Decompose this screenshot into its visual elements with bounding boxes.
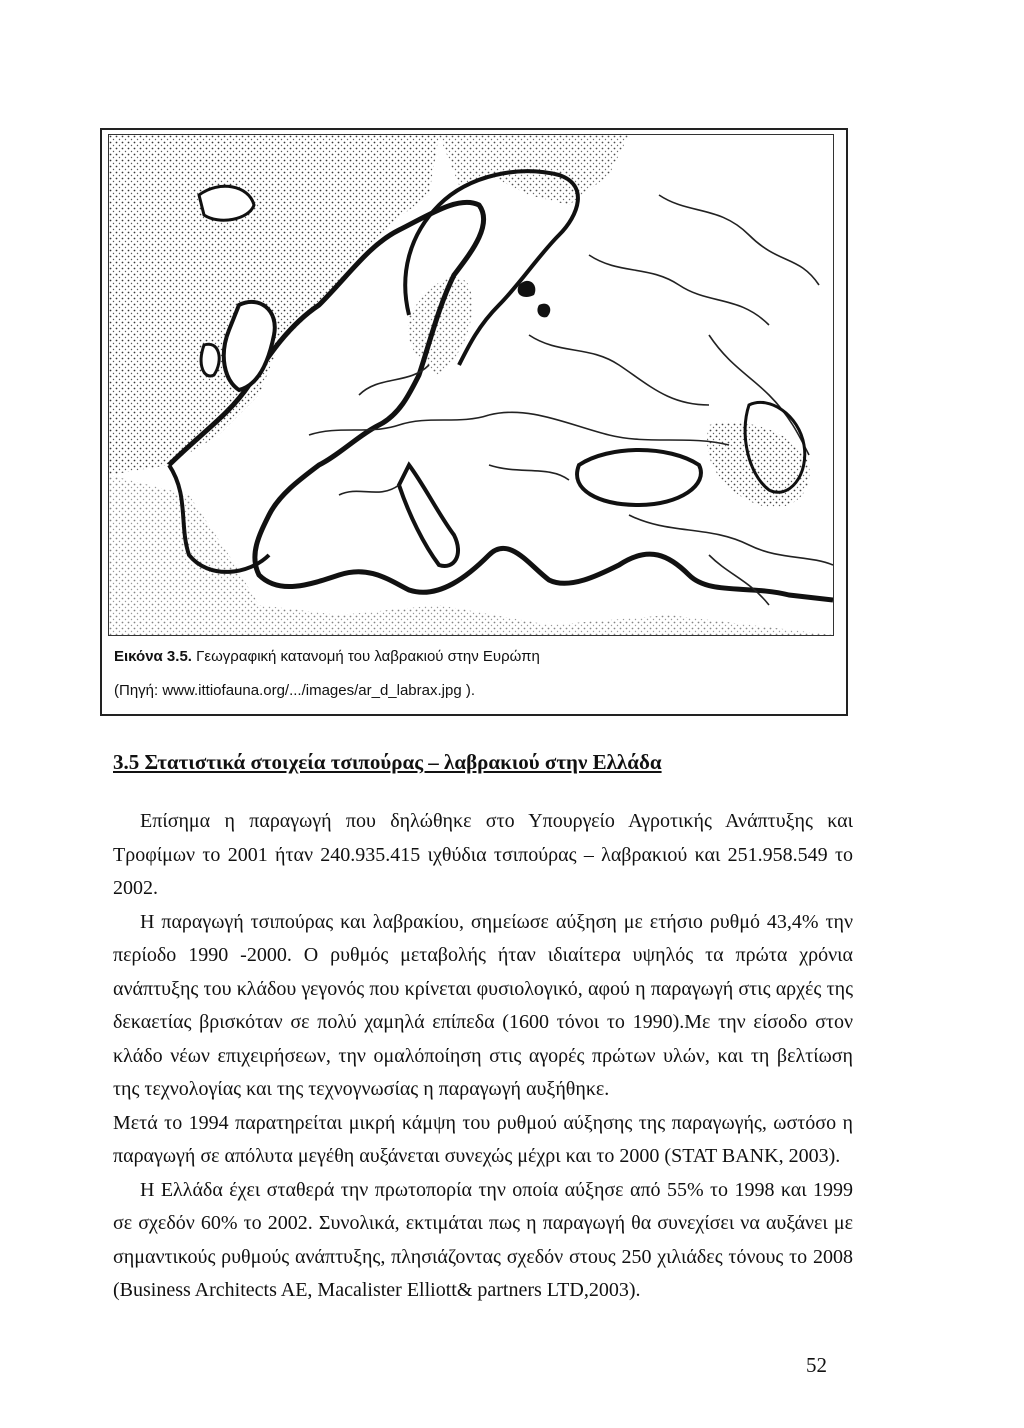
paragraph-2: Η παραγωγή τσιπούρας και λαβρακίου, σημείωσε αύξηση με ετήσιο ρυθμό 43,4% την περίοδο 1990 -2000. Ο ρυθμός μεταβολής ήταν ιδιαίτερα υψηλός τα πρώτα χρόνια ανάπτυξης του κλάδου γεγονός που κρίνεται φυσιολογικό, αφού η παραγωγή στις αρχές της δεκαετίας βρισκόταν σε πολύ χαμηλά επίπεδα (1600 τόνοι το 1990).Με την είσοδο στον κλάδο νέων επιχειρήσεων, την ομαλόποίηση στις αγορές πρώτων υλών, και τη βελτίωση της τεχνολογίας και της τεχνογνωσίας η παραγωγή αυξήθηκε. — [113, 910, 853, 1100]
paragraph-4: Η Ελλάδα έχει σταθερά την πρωτοπορία την οποία αύξησε από 55% το 1998 και 1999 σε σχεδόν 60% το 2002. Συνολικά, εκτιμάται πως η παραγωγή θα συνεχίσει να αυξάνει με σημαντικούς ρυθμούς ανάπτυξης, πλησιάζοντας σχεδόν στους 250 χιλιάδες τόνους το 2008 (Business Architects AE, Macalister Elliott& partners LTD,2003). — [113, 1178, 853, 1301]
figure-source: (Πηγή: www.ittiofauna.org/.../images/ar_d_labrax.jpg ). — [114, 682, 476, 699]
paragraph-1: Επίσημα η παραγωγή που δηλώθηκε στο Υπουργείο Αγροτικής Ανάπτυξης και Τροφίμων το 2001 ήταν 240.935.415 ιχθύδια τσιπούρας – λαβρακιού και 251.958.549 το 2002. — [113, 810, 853, 899]
figure — [100, 128, 848, 716]
figure-caption — [114, 648, 540, 665]
page-number: 52 — [806, 1353, 827, 1377]
figure-label: Εικόνα 3.5. — [114, 648, 192, 665]
europe-distribution-map — [108, 134, 834, 636]
figure-caption-text: Γεωγραφική κατανομή του λαβρακιού στην Ευρώπη — [196, 648, 540, 665]
section-heading: 3.5 Στατιστικά στοιχεία τσιπούρας – λαβρακιού στην Ελλάδα — [113, 750, 662, 774]
paragraph-3: Μετά το 1994 παρατηρείται μικρή κάμψη του ρυθμού αύξησης της παραγωγής, ωστόσο η παραγωγή σε απόλυτα μεγέθη αυξάνεται συνεχώς μέχρι και το 2000 (STAT BANK, 2003). — [113, 1111, 853, 1167]
map-illustration — [109, 135, 833, 635]
body-text — [113, 805, 853, 1308]
